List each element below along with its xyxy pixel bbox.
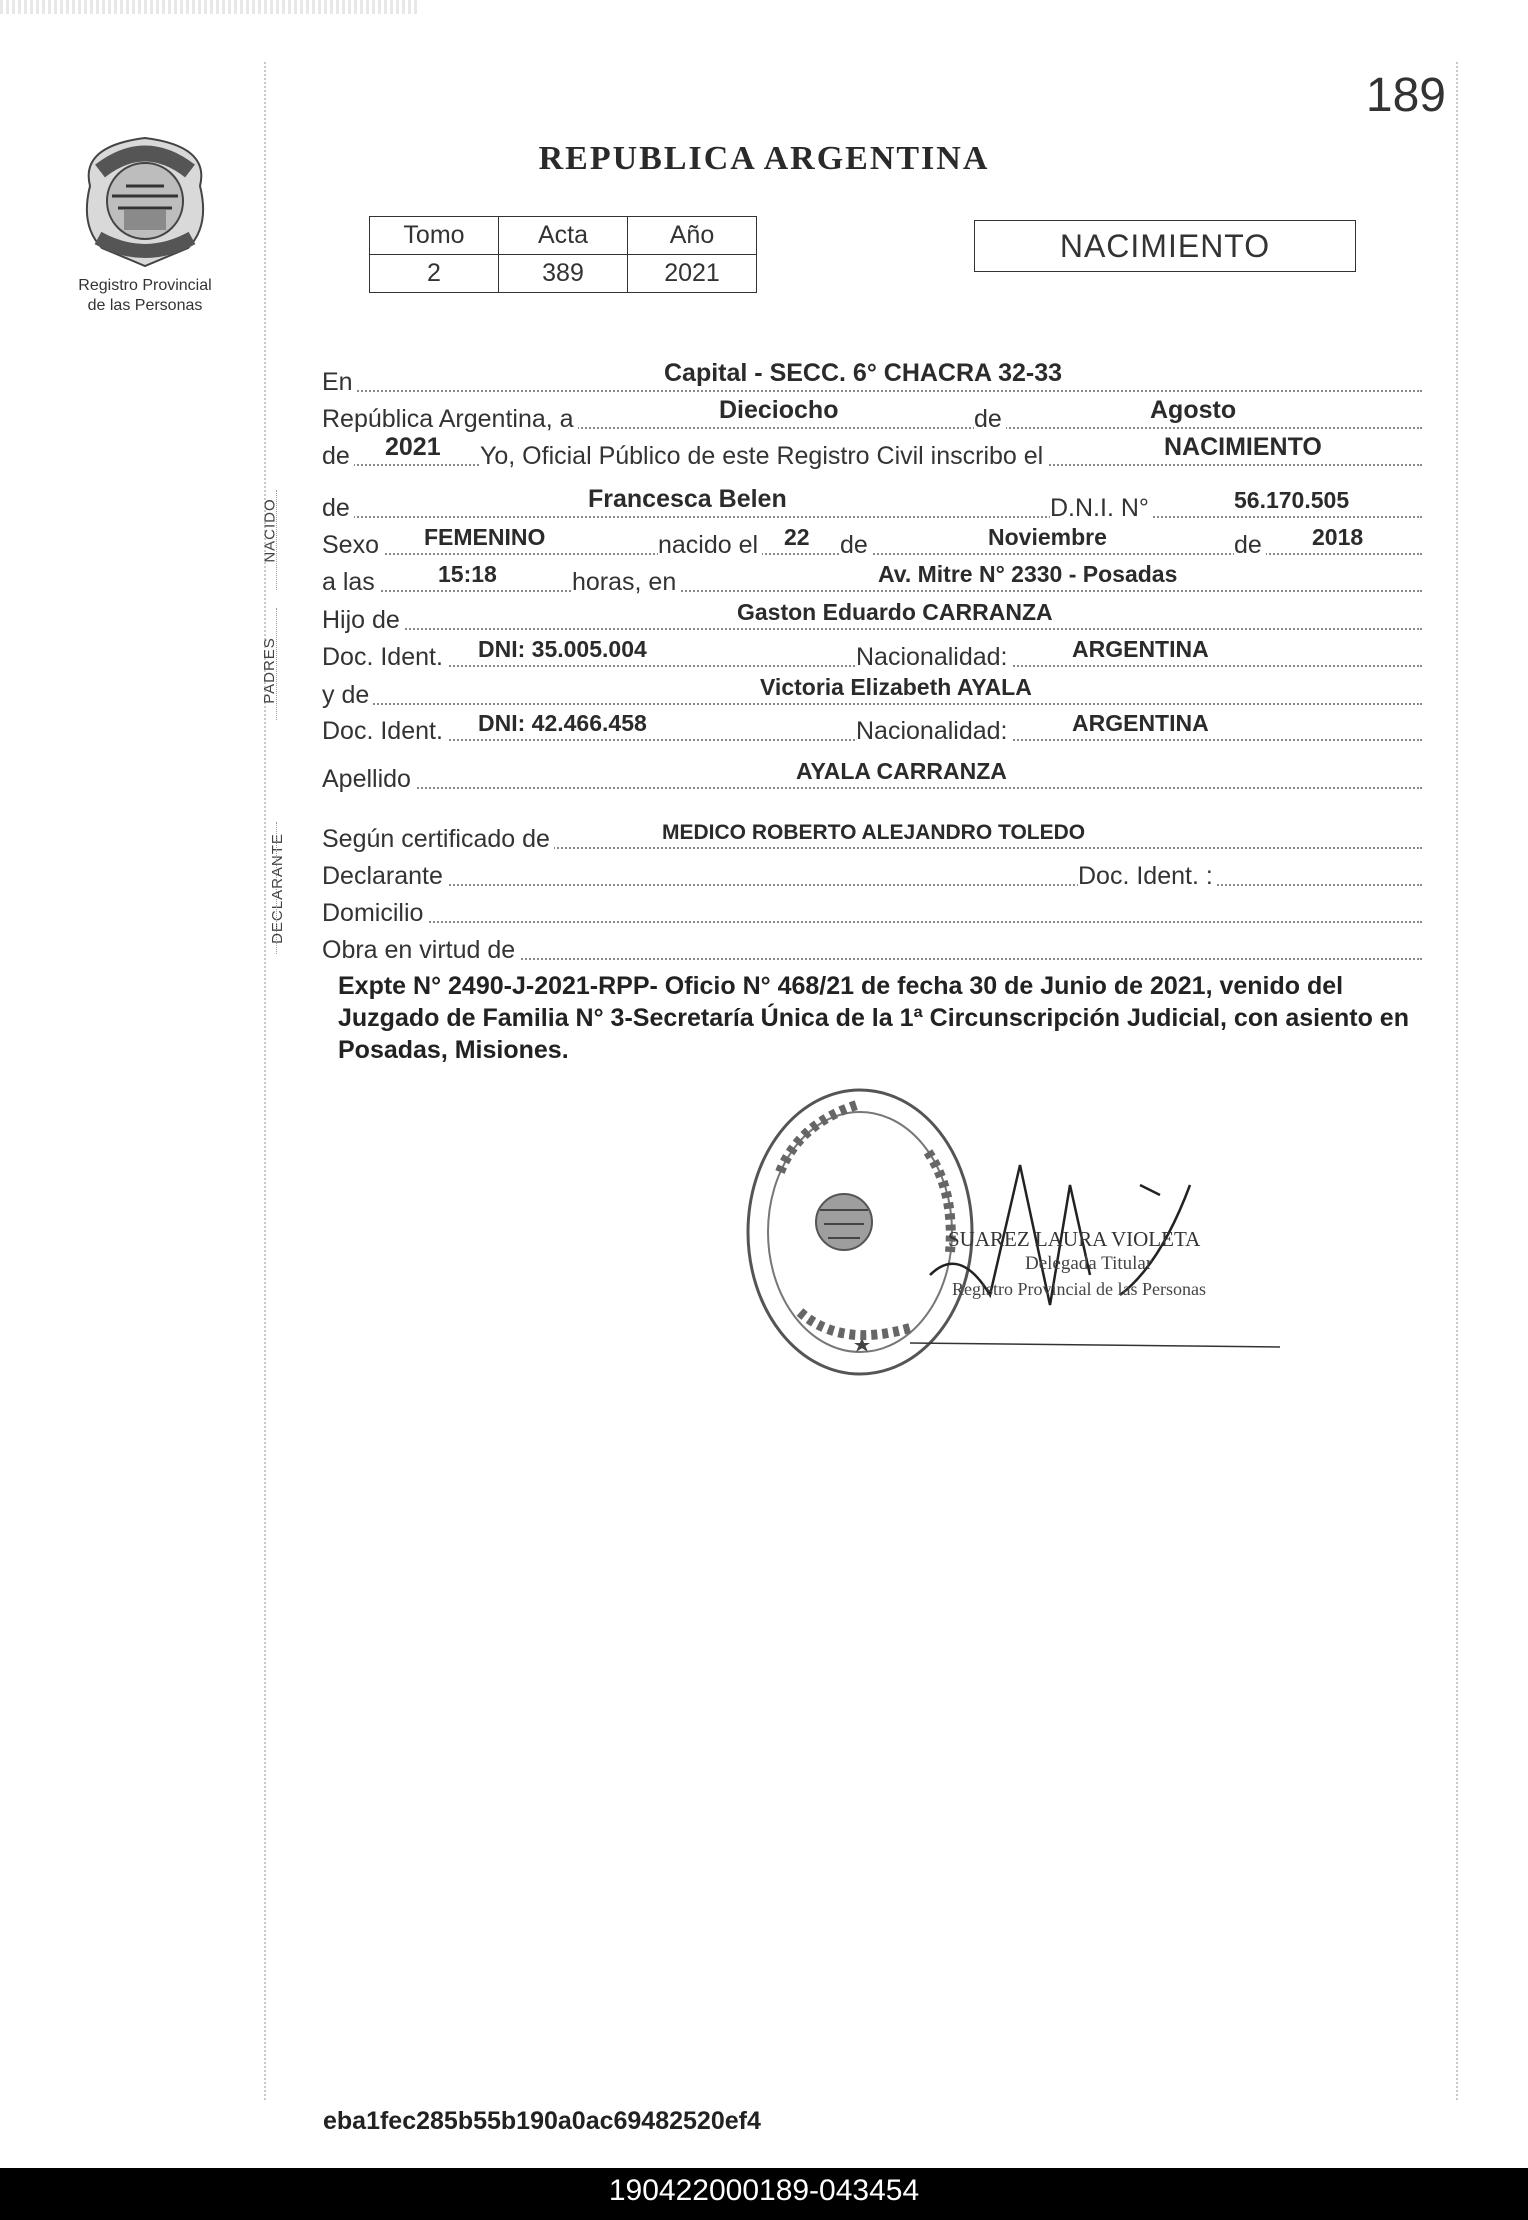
barcode-number: 190422000189-043454 xyxy=(608,2174,920,2207)
label-sexo: Sexo xyxy=(322,531,383,560)
row-hora-lugar xyxy=(322,556,1422,596)
label-de-anio: de xyxy=(322,442,354,471)
divider-nacido xyxy=(276,490,277,590)
label-de-anio-nacimiento: de xyxy=(1234,531,1266,560)
section-label-declarante: DECLARANTE xyxy=(268,833,286,944)
row-domicilio xyxy=(322,887,1422,927)
value-lugar: Capital - SECC. 6° CHACRA 32-33 xyxy=(664,359,1063,387)
label-republica: República Argentina, a xyxy=(322,405,578,434)
right-margin-rule xyxy=(1456,62,1458,2100)
value-acta: 389 xyxy=(499,255,628,293)
value-dni: 56.170.505 xyxy=(1234,487,1350,513)
row-certificado xyxy=(322,813,1422,853)
signatory-name: SUAREZ LAURA VIOLETA xyxy=(948,1227,1201,1251)
row-sexo xyxy=(322,519,1422,559)
page-number: 189 xyxy=(1365,69,1446,122)
record-type-box: NACIMIENTO xyxy=(974,220,1356,272)
page-title: REPUBLICA ARGENTINA xyxy=(538,140,990,177)
label-a-las: a las xyxy=(322,568,379,597)
label-obra: Obra en virtud de xyxy=(322,936,519,965)
value-dia: Dieciocho xyxy=(719,396,839,424)
label-dni: D.N.I. N° xyxy=(1050,494,1153,523)
value-lugar-nacimiento: Av. Mitre N° 2330 - Posadas xyxy=(878,561,1178,587)
row-padre xyxy=(322,594,1422,634)
row-apellido xyxy=(322,753,1422,793)
row-lugar xyxy=(322,356,1422,396)
value-hora: 15:18 xyxy=(438,561,497,587)
label-nacionalidad-madre: Nacionalidad: xyxy=(856,717,1012,746)
row-fecha-inscripcion xyxy=(322,393,1422,433)
value-sexo: FEMENINO xyxy=(424,524,546,550)
value-apellido: AYALA CARRANZA xyxy=(796,758,1007,784)
value-certificado: MEDICO ROBERTO ALEJANDRO TOLEDO xyxy=(662,821,1086,844)
header-tomo: Tomo xyxy=(370,217,499,255)
divider-padres xyxy=(276,608,277,720)
label-doc-declarante: Doc. Ident. : xyxy=(1078,862,1217,891)
value-anio-nacimiento: 2018 xyxy=(1312,524,1364,550)
label-domicilio: Domicilio xyxy=(322,899,427,928)
row-declarante xyxy=(322,850,1422,890)
divider-declarante xyxy=(276,822,277,954)
signatory-role: Delegada Titular xyxy=(1025,1253,1153,1274)
value-mes-nacimiento: Noviembre xyxy=(988,524,1107,550)
label-nacido-el: nacido el xyxy=(658,531,762,560)
scan-edge-mark xyxy=(0,0,420,14)
header-acta: Acta xyxy=(499,217,628,255)
value-nombre: Francesca Belen xyxy=(588,485,787,513)
value-dia-nacimiento: 22 xyxy=(784,524,810,550)
registry-label-line1: Registro Provincial xyxy=(78,277,212,294)
label-doc-padre: Doc. Ident. xyxy=(322,643,447,672)
label-horas-en: horas, en xyxy=(572,568,680,597)
record-table xyxy=(369,216,757,293)
value-tomo: 2 xyxy=(370,255,499,293)
value-madre: Victoria Elizabeth AYALA xyxy=(760,674,1032,700)
label-apellido: Apellido xyxy=(322,765,415,794)
registry-label-line2: de las Personas xyxy=(87,297,203,314)
value-ano: 2021 xyxy=(628,255,757,293)
header-ano: Año xyxy=(628,217,757,255)
label-hijo-de: Hijo de xyxy=(322,606,404,635)
row-doc-madre xyxy=(322,705,1422,745)
section-label-nacido: NACIDO xyxy=(261,498,279,563)
registry-label xyxy=(50,276,240,316)
value-doc-padre: DNI: 35.005.004 xyxy=(478,636,647,662)
value-anio: 2021 xyxy=(385,433,441,461)
value-doc-madre: DNI: 42.466.458 xyxy=(478,710,647,736)
label-y-de: y de xyxy=(322,681,373,710)
value-nacionalidad-madre: ARGENTINA xyxy=(1072,710,1209,736)
label-de-mes: de xyxy=(974,405,1006,434)
section-label-padres: PADRES xyxy=(260,637,278,704)
row-madre xyxy=(322,669,1422,709)
row-nombre xyxy=(322,482,1422,522)
row-doc-padre xyxy=(322,631,1422,671)
judicial-note: Expte N° 2490-J-2021-RPP- Oficio N° 468/21 de fecha 30 de Junio de 2021, venido del Juzgado de Familia N° 3-Secretaría Única de la 1ª Circunscripción Judicial, con asiento en Posadas, Misiones. xyxy=(338,972,1409,1064)
value-padre: Gaston Eduardo CARRANZA xyxy=(737,599,1053,625)
row-obra xyxy=(322,924,1422,964)
value-mes: Agosto xyxy=(1150,396,1237,424)
label-de-nombre: de xyxy=(322,494,354,523)
record-table-header-row xyxy=(370,217,757,255)
value-acto: NACIMIENTO xyxy=(1164,433,1322,461)
row-anio-inscripcion xyxy=(322,430,1422,470)
record-table-value-row xyxy=(370,255,757,293)
signature-block xyxy=(900,1125,1300,1355)
label-declarante: Declarante xyxy=(322,862,447,891)
label-nacionalidad-padre: Nacionalidad: xyxy=(856,643,1012,672)
label-oficial: Yo, Oficial Público de este Registro Civil inscribo el xyxy=(480,442,1047,471)
value-nacionalidad-padre: ARGENTINA xyxy=(1072,636,1209,662)
label-en: En xyxy=(322,368,357,397)
left-margin-rule xyxy=(264,62,266,2100)
document-hash: eba1fec285b55b190a0ac69482520ef4 xyxy=(323,2107,761,2135)
label-certificado: Según certificado de xyxy=(322,825,554,854)
label-doc-madre: Doc. Ident. xyxy=(322,717,447,746)
label-de-mes-nacimiento: de xyxy=(840,531,872,560)
signatory-office: Registro Provincial de las Personas xyxy=(952,1279,1206,1299)
